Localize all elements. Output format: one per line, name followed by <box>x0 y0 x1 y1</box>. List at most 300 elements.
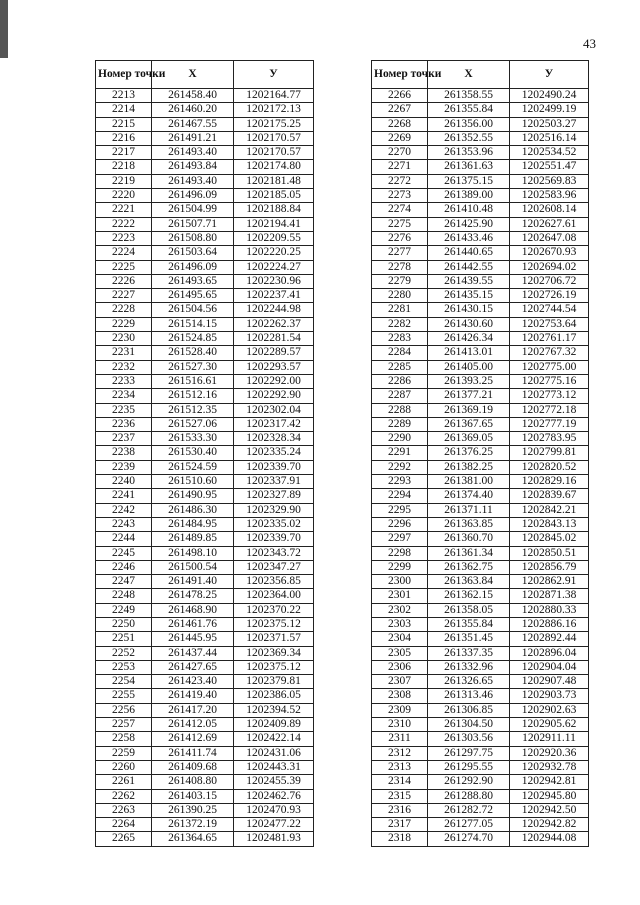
cell-point-number: 2246 <box>96 560 152 574</box>
cell-x: 261277.05 <box>428 818 510 832</box>
cell-y: 1202185.05 <box>234 189 314 203</box>
cell-point-number: 2283 <box>372 332 428 346</box>
cell-y: 1202470.93 <box>234 803 314 817</box>
cell-x: 261527.30 <box>152 360 234 374</box>
table-row <box>96 789 314 803</box>
cell-y: 1202503.27 <box>510 117 589 131</box>
cell-point-number: 2224 <box>96 246 152 260</box>
cell-point-number: 2267 <box>372 103 428 117</box>
table-row <box>96 675 314 689</box>
table-row <box>372 632 589 646</box>
cell-y: 1202481.93 <box>234 832 314 846</box>
cell-y: 1202777.19 <box>510 417 589 431</box>
cell-x: 261430.60 <box>428 317 510 331</box>
cell-point-number: 2256 <box>96 703 152 717</box>
table-row <box>96 546 314 560</box>
table-row <box>372 475 589 489</box>
table-row <box>96 103 314 117</box>
cell-point-number: 2316 <box>372 803 428 817</box>
cell-point-number: 2263 <box>96 803 152 817</box>
cell-y: 1202726.19 <box>510 289 589 303</box>
cell-point-number: 2244 <box>96 532 152 546</box>
table-row <box>372 560 589 574</box>
cell-y: 1202422.14 <box>234 732 314 746</box>
table-row <box>372 189 589 203</box>
cell-x: 261393.25 <box>428 374 510 388</box>
table-row <box>96 617 314 631</box>
cell-point-number: 2303 <box>372 617 428 631</box>
cell-x: 261409.68 <box>152 760 234 774</box>
cell-point-number: 2315 <box>372 789 428 803</box>
cell-x: 261493.40 <box>152 146 234 160</box>
cell-x: 261381.00 <box>428 475 510 489</box>
cell-point-number: 2310 <box>372 718 428 732</box>
table-row <box>372 789 589 803</box>
cell-x: 261427.65 <box>152 660 234 674</box>
cell-x: 261360.70 <box>428 532 510 546</box>
cell-x: 261374.40 <box>428 489 510 503</box>
cell-point-number: 2302 <box>372 603 428 617</box>
cell-x: 261390.25 <box>152 803 234 817</box>
table-row <box>96 389 314 403</box>
cell-x: 261405.00 <box>428 360 510 374</box>
cell-x: 261410.48 <box>428 203 510 217</box>
cell-point-number: 2234 <box>96 389 152 403</box>
table-row <box>372 260 589 274</box>
cell-point-number: 2286 <box>372 374 428 388</box>
cell-x: 261426.34 <box>428 332 510 346</box>
table-row <box>96 746 314 760</box>
cell-y: 1202281.54 <box>234 332 314 346</box>
header-point-number: Номер точки <box>96 61 152 89</box>
header-y: У <box>510 61 589 89</box>
table-row <box>372 760 589 774</box>
cell-point-number: 2311 <box>372 732 428 746</box>
table-row <box>372 732 589 746</box>
cell-y: 1202175.25 <box>234 117 314 131</box>
cell-point-number: 2269 <box>372 131 428 145</box>
cell-y: 1202903.73 <box>510 689 589 703</box>
cell-y: 1202181.48 <box>234 174 314 188</box>
table-row <box>96 231 314 245</box>
table-row <box>372 360 589 374</box>
table-row <box>372 303 589 317</box>
table-row <box>372 446 589 460</box>
cell-y: 1202317.42 <box>234 417 314 431</box>
cell-x: 261326.65 <box>428 675 510 689</box>
cell-y: 1202886.16 <box>510 617 589 631</box>
cell-point-number: 2299 <box>372 560 428 574</box>
cell-y: 1202230.96 <box>234 274 314 288</box>
cell-x: 261527.06 <box>152 417 234 431</box>
table-row <box>96 775 314 789</box>
table-row <box>372 403 589 417</box>
cell-y: 1202443.31 <box>234 760 314 774</box>
table-row <box>372 174 589 188</box>
cell-x: 261528.40 <box>152 346 234 360</box>
cell-y: 1202462.76 <box>234 789 314 803</box>
cell-x: 261355.84 <box>428 103 510 117</box>
cell-y: 1202224.27 <box>234 260 314 274</box>
cell-point-number: 2260 <box>96 760 152 774</box>
cell-x: 261362.75 <box>428 560 510 574</box>
cell-x: 261503.64 <box>152 246 234 260</box>
cell-point-number: 2242 <box>96 503 152 517</box>
cell-point-number: 2272 <box>372 174 428 188</box>
cell-x: 261493.65 <box>152 274 234 288</box>
cell-point-number: 2307 <box>372 675 428 689</box>
cell-x: 261408.80 <box>152 775 234 789</box>
cell-x: 261367.65 <box>428 417 510 431</box>
cell-point-number: 2265 <box>96 832 152 846</box>
cell-y: 1202194.41 <box>234 217 314 231</box>
cell-y: 1202339.70 <box>234 460 314 474</box>
cell-y: 1202237.41 <box>234 289 314 303</box>
cell-point-number: 2290 <box>372 432 428 446</box>
table-row <box>372 217 589 231</box>
table-row <box>96 174 314 188</box>
cell-point-number: 2236 <box>96 417 152 431</box>
cell-y: 1202907.48 <box>510 675 589 689</box>
cell-x: 261524.59 <box>152 460 234 474</box>
cell-y: 1202164.77 <box>234 89 314 103</box>
cell-x: 261352.55 <box>428 131 510 145</box>
cell-y: 1202799.81 <box>510 446 589 460</box>
cell-x: 261458.40 <box>152 89 234 103</box>
table-row <box>96 160 314 174</box>
cell-x: 261512.35 <box>152 403 234 417</box>
cell-point-number: 2291 <box>372 446 428 460</box>
cell-point-number: 2239 <box>96 460 152 474</box>
cell-y: 1202534.52 <box>510 146 589 160</box>
table-row <box>96 131 314 145</box>
cell-y: 1202170.57 <box>234 131 314 145</box>
cell-y: 1202386.05 <box>234 689 314 703</box>
table-row <box>372 389 589 403</box>
cell-x: 261303.56 <box>428 732 510 746</box>
table-row <box>96 289 314 303</box>
cell-y: 1202516.14 <box>510 131 589 145</box>
cell-x: 261490.95 <box>152 489 234 503</box>
cell-x: 261358.05 <box>428 603 510 617</box>
table-row <box>372 103 589 117</box>
cell-y: 1202364.00 <box>234 589 314 603</box>
table-row <box>96 632 314 646</box>
cell-x: 261433.46 <box>428 231 510 245</box>
table-row <box>96 217 314 231</box>
cell-x: 261496.09 <box>152 260 234 274</box>
header-point-number: Номер точки <box>372 61 428 89</box>
cell-point-number: 2266 <box>372 89 428 103</box>
table-row <box>96 146 314 160</box>
table-row <box>372 575 589 589</box>
cell-point-number: 2248 <box>96 589 152 603</box>
cell-point-number: 2235 <box>96 403 152 417</box>
cell-y: 1202170.57 <box>234 146 314 160</box>
table-row <box>372 818 589 832</box>
table-row <box>372 460 589 474</box>
table-row <box>96 260 314 274</box>
cell-y: 1202880.33 <box>510 603 589 617</box>
cell-x: 261377.21 <box>428 389 510 403</box>
cell-point-number: 2318 <box>372 832 428 846</box>
table-row <box>96 317 314 331</box>
table-row <box>372 346 589 360</box>
cell-x: 261361.63 <box>428 160 510 174</box>
scan-edge-mark <box>0 0 8 58</box>
table-row <box>96 346 314 360</box>
cell-y: 1202327.89 <box>234 489 314 503</box>
cell-y: 1202871.38 <box>510 589 589 603</box>
cell-y: 1202773.12 <box>510 389 589 403</box>
cell-y: 1202477.22 <box>234 818 314 832</box>
cell-y: 1202944.08 <box>510 832 589 846</box>
cell-x: 261369.19 <box>428 403 510 417</box>
cell-y: 1202347.27 <box>234 560 314 574</box>
cell-x: 261435.15 <box>428 289 510 303</box>
table-row <box>96 517 314 531</box>
table-row <box>372 274 589 288</box>
table-row <box>96 475 314 489</box>
table-row <box>96 718 314 732</box>
cell-x: 261533.30 <box>152 432 234 446</box>
cell-point-number: 2262 <box>96 789 152 803</box>
cell-y: 1202369.34 <box>234 646 314 660</box>
table-row <box>372 146 589 160</box>
cell-point-number: 2214 <box>96 103 152 117</box>
cell-y: 1202339.70 <box>234 532 314 546</box>
cell-point-number: 2296 <box>372 517 428 531</box>
cell-point-number: 2304 <box>372 632 428 646</box>
cell-point-number: 2249 <box>96 603 152 617</box>
cell-y: 1202499.19 <box>510 103 589 117</box>
cell-point-number: 2306 <box>372 660 428 674</box>
cell-point-number: 2215 <box>96 117 152 131</box>
cell-point-number: 2253 <box>96 660 152 674</box>
table-row <box>372 117 589 131</box>
cell-y: 1202647.08 <box>510 231 589 245</box>
cell-x: 261461.76 <box>152 617 234 631</box>
table-row <box>96 832 314 846</box>
cell-point-number: 2255 <box>96 689 152 703</box>
table-row <box>372 417 589 431</box>
cell-point-number: 2221 <box>96 203 152 217</box>
cell-y: 1202343.72 <box>234 546 314 560</box>
table-row <box>372 546 589 560</box>
cell-y: 1202569.83 <box>510 174 589 188</box>
cell-x: 261358.55 <box>428 89 510 103</box>
table-row <box>96 460 314 474</box>
cell-y: 1202302.04 <box>234 403 314 417</box>
cell-x: 261356.00 <box>428 117 510 131</box>
cell-y: 1202375.12 <box>234 617 314 631</box>
cell-x: 261355.84 <box>428 617 510 631</box>
cell-y: 1202455.39 <box>234 775 314 789</box>
cell-x: 261369.05 <box>428 432 510 446</box>
cell-x: 261514.15 <box>152 317 234 331</box>
table-row <box>372 374 589 388</box>
cell-point-number: 2240 <box>96 475 152 489</box>
cell-point-number: 2282 <box>372 317 428 331</box>
cell-point-number: 2213 <box>96 89 152 103</box>
cell-point-number: 2275 <box>372 217 428 231</box>
cell-y: 1202843.13 <box>510 517 589 531</box>
table-row <box>372 775 589 789</box>
cell-x: 261500.54 <box>152 560 234 574</box>
cell-point-number: 2220 <box>96 189 152 203</box>
cell-point-number: 2297 <box>372 532 428 546</box>
table-row <box>372 532 589 546</box>
cell-x: 261489.85 <box>152 532 234 546</box>
cell-y: 1202220.25 <box>234 246 314 260</box>
table-row <box>372 131 589 145</box>
cell-y: 1202932.78 <box>510 760 589 774</box>
cell-y: 1202945.80 <box>510 789 589 803</box>
table-row <box>96 818 314 832</box>
cell-y: 1202409.89 <box>234 718 314 732</box>
cell-y: 1202942.81 <box>510 775 589 789</box>
header-x: X <box>152 61 234 89</box>
cell-x: 261297.75 <box>428 746 510 760</box>
cell-x: 261412.05 <box>152 718 234 732</box>
table-row <box>96 403 314 417</box>
cell-point-number: 2254 <box>96 675 152 689</box>
cell-point-number: 2243 <box>96 517 152 531</box>
cell-y: 1202356.85 <box>234 575 314 589</box>
table-row <box>96 332 314 346</box>
table-row <box>372 332 589 346</box>
cell-x: 261364.65 <box>152 832 234 846</box>
cell-x: 261508.80 <box>152 231 234 245</box>
cell-point-number: 2241 <box>96 489 152 503</box>
table-row <box>96 360 314 374</box>
table-row <box>96 803 314 817</box>
table-row <box>96 732 314 746</box>
cell-x: 261530.40 <box>152 446 234 460</box>
table-row <box>96 303 314 317</box>
cell-x: 261467.55 <box>152 117 234 131</box>
cell-x: 261274.70 <box>428 832 510 846</box>
table-row <box>96 689 314 703</box>
cell-x: 261306.85 <box>428 703 510 717</box>
cell-point-number: 2317 <box>372 818 428 832</box>
cell-x: 261353.96 <box>428 146 510 160</box>
table-row <box>96 646 314 660</box>
cell-x: 261389.00 <box>428 189 510 203</box>
cell-x: 261510.60 <box>152 475 234 489</box>
table-row <box>96 560 314 574</box>
cell-x: 261524.85 <box>152 332 234 346</box>
table-row <box>372 718 589 732</box>
table-row <box>372 503 589 517</box>
cell-point-number: 2268 <box>372 117 428 131</box>
cell-point-number: 2298 <box>372 546 428 560</box>
cell-x: 261491.21 <box>152 131 234 145</box>
table-row <box>96 603 314 617</box>
cell-point-number: 2301 <box>372 589 428 603</box>
coordinates-table-left <box>95 60 314 847</box>
cell-x: 261495.65 <box>152 289 234 303</box>
cell-point-number: 2227 <box>96 289 152 303</box>
table-row <box>372 589 589 603</box>
table-row <box>372 432 589 446</box>
table-row <box>96 189 314 203</box>
cell-point-number: 2226 <box>96 274 152 288</box>
cell-point-number: 2273 <box>372 189 428 203</box>
cell-y: 1202375.12 <box>234 660 314 674</box>
cell-y: 1202839.67 <box>510 489 589 503</box>
cell-x: 261507.71 <box>152 217 234 231</box>
cell-y: 1202337.91 <box>234 475 314 489</box>
coordinates-table-right <box>371 60 589 847</box>
cell-point-number: 2300 <box>372 575 428 589</box>
cell-x: 261516.61 <box>152 374 234 388</box>
table-row <box>96 374 314 388</box>
cell-point-number: 2278 <box>372 260 428 274</box>
cell-point-number: 2251 <box>96 632 152 646</box>
cell-point-number: 2314 <box>372 775 428 789</box>
cell-point-number: 2252 <box>96 646 152 660</box>
header-y: У <box>234 61 314 89</box>
cell-point-number: 2308 <box>372 689 428 703</box>
cell-point-number: 2287 <box>372 389 428 403</box>
cell-x: 261440.65 <box>428 246 510 260</box>
table-row <box>96 274 314 288</box>
table-row <box>372 489 589 503</box>
cell-y: 1202775.00 <box>510 360 589 374</box>
table-row <box>372 289 589 303</box>
cell-x: 261496.09 <box>152 189 234 203</box>
cell-point-number: 2293 <box>372 475 428 489</box>
cell-point-number: 2312 <box>372 746 428 760</box>
cell-point-number: 2237 <box>96 432 152 446</box>
table-row <box>372 160 589 174</box>
cell-x: 261478.25 <box>152 589 234 603</box>
cell-y: 1202289.57 <box>234 346 314 360</box>
cell-y: 1202862.91 <box>510 575 589 589</box>
cell-y: 1202188.84 <box>234 203 314 217</box>
cell-point-number: 2245 <box>96 546 152 560</box>
table-row <box>96 660 314 674</box>
cell-x: 261439.55 <box>428 274 510 288</box>
cell-x: 261362.15 <box>428 589 510 603</box>
cell-x: 261375.15 <box>428 174 510 188</box>
table-row <box>372 89 589 103</box>
cell-point-number: 2264 <box>96 818 152 832</box>
cell-y: 1202772.18 <box>510 403 589 417</box>
cell-y: 1202551.47 <box>510 160 589 174</box>
cell-x: 261372.19 <box>152 818 234 832</box>
table-row <box>96 203 314 217</box>
cell-y: 1202583.96 <box>510 189 589 203</box>
cell-x: 261504.56 <box>152 303 234 317</box>
cell-y: 1202942.82 <box>510 818 589 832</box>
cell-y: 1202942.50 <box>510 803 589 817</box>
cell-point-number: 2313 <box>372 760 428 774</box>
table-row <box>96 575 314 589</box>
cell-point-number: 2309 <box>372 703 428 717</box>
table-header-row <box>372 61 589 89</box>
cell-y: 1202174.80 <box>234 160 314 174</box>
cell-x: 261430.15 <box>428 303 510 317</box>
table-row <box>372 832 589 846</box>
cell-y: 1202767.32 <box>510 346 589 360</box>
cell-x: 261361.34 <box>428 546 510 560</box>
cell-y: 1202670.93 <box>510 246 589 260</box>
table-row <box>372 746 589 760</box>
cell-y: 1202627.61 <box>510 217 589 231</box>
cell-point-number: 2276 <box>372 231 428 245</box>
